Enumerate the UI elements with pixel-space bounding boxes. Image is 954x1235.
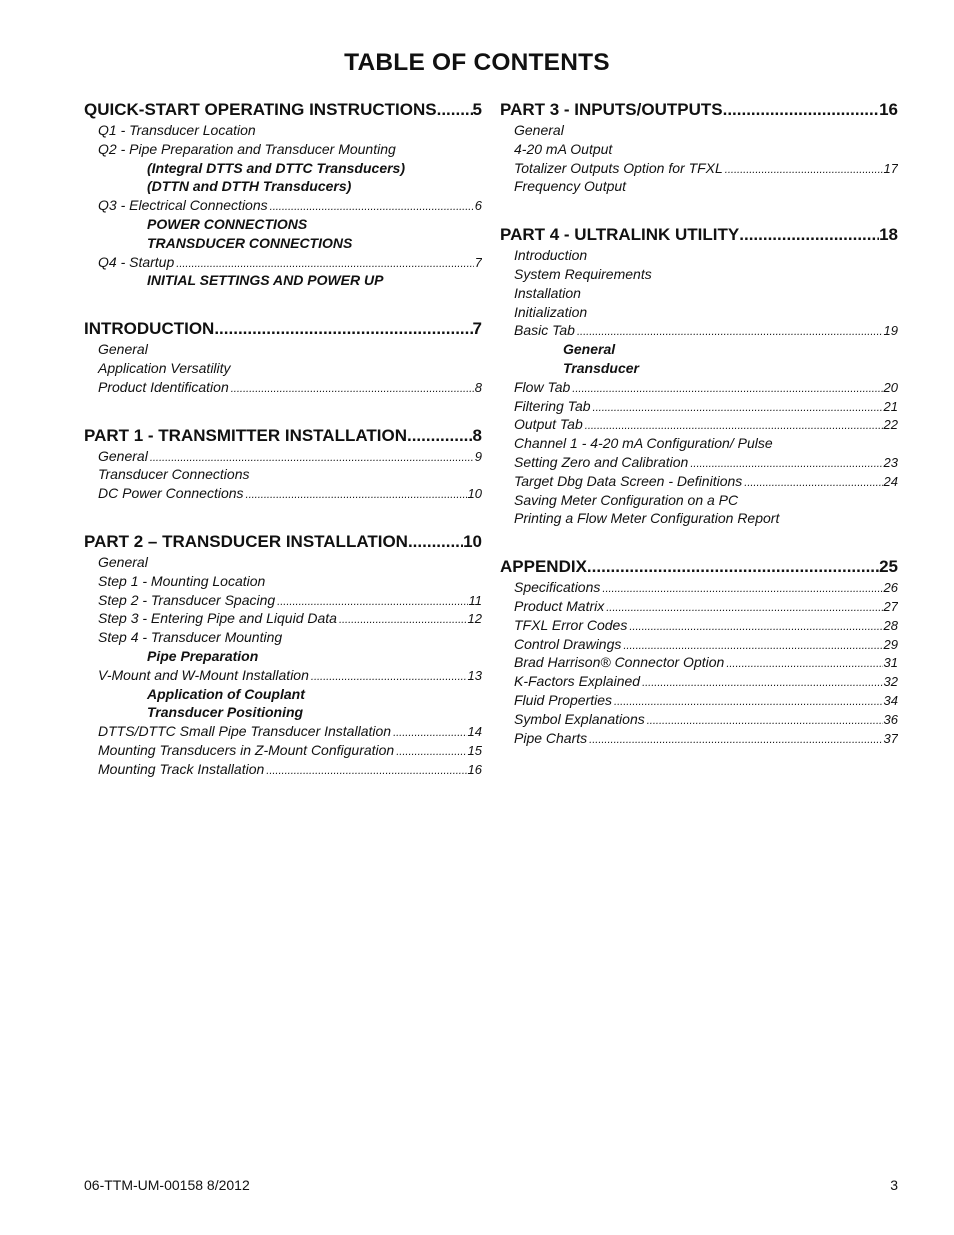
toc-section-part-3-inputs-outputs	[500, 98, 898, 196]
toc-entry[interactable]	[84, 378, 482, 397]
section-page-number: 10	[463, 531, 482, 551]
entry-title: Pipe Preparation	[147, 647, 259, 664]
toc-subentry[interactable]	[84, 234, 482, 253]
section-heading-title: QUICK-START OPERATING INSTRUCTIONS	[84, 100, 437, 119]
page-title: TABLE OF CONTENTS	[344, 49, 610, 76]
toc-section-part-2-transducer-installation	[84, 530, 482, 779]
toc-entry[interactable]	[84, 340, 482, 359]
section-page-number: 18	[879, 225, 898, 245]
toc-section-introduction	[84, 317, 482, 396]
toc-entry[interactable]	[84, 140, 482, 159]
entry-title: Application of Couplant	[147, 685, 305, 702]
entry-page-number: 14	[467, 724, 482, 740]
dot-leader	[570, 380, 882, 397]
entry-title: Step 2 - Transducer Spacing	[98, 591, 276, 608]
entry-title: TFXL Error Codes	[514, 616, 628, 633]
entry-page-number: 29	[883, 636, 898, 652]
entry-title: Totalizer Outputs Option for TFXL	[514, 159, 723, 176]
entry-title: General	[98, 341, 148, 358]
entry-page-number: 11	[468, 592, 482, 608]
toc-subentry[interactable]	[500, 359, 898, 378]
toc-entry[interactable]	[500, 397, 898, 416]
entry-title: Control Drawings	[514, 635, 622, 652]
entry-page-number: 23	[883, 454, 898, 470]
section-page-number: 5	[472, 100, 482, 119]
toc-section-appendix	[500, 555, 898, 747]
entry-title: (DTTN and DTTH Transducers)	[147, 178, 352, 195]
toc-entry[interactable]	[500, 578, 898, 597]
dot-leader	[627, 618, 882, 635]
entry-page-number: 17	[883, 160, 898, 176]
dot-leader	[407, 424, 473, 447]
dot-leader	[591, 399, 883, 416]
entry-title: Printing a Flow Meter Configuration Report	[514, 510, 780, 527]
toc-entry[interactable]	[500, 710, 898, 729]
entry-page-number: 21	[883, 398, 898, 414]
toc-entry[interactable]	[84, 121, 482, 140]
entry-title: Saving Meter Configuration on a PC	[514, 491, 739, 508]
dot-leader	[724, 655, 882, 672]
toc-entry[interactable]	[500, 472, 898, 491]
dot-leader	[640, 674, 882, 691]
dot-leader	[742, 474, 882, 491]
section-heading[interactable]	[500, 555, 898, 578]
entry-title: Fluid Properties	[514, 691, 613, 708]
dot-leader	[739, 223, 879, 246]
toc-subentry[interactable]	[84, 177, 482, 196]
entry-title: POWER CONNECTIONS	[147, 215, 308, 232]
dot-leader	[621, 637, 882, 654]
entry-title: Pipe Charts	[514, 729, 588, 746]
entry-page-number: 36	[883, 711, 898, 727]
entry-title: Step 3 - Entering Pipe and Liquid Data	[98, 610, 337, 627]
toc-left-column	[84, 98, 482, 779]
entry-page-number: 7	[474, 254, 482, 270]
toc-section-part-4-ultralink-utility	[500, 223, 898, 528]
section-page-number: 16	[879, 100, 898, 119]
entry-page-number: 6	[474, 198, 482, 214]
entry-title: Product Identification	[98, 378, 229, 395]
toc-entry[interactable]	[500, 415, 898, 434]
toc-entry[interactable]	[500, 729, 898, 748]
toc-entry[interactable]	[500, 159, 898, 178]
entry-page-number: 9	[474, 448, 482, 464]
entry-title: INITIAL SETTINGS AND POWER UP	[147, 272, 384, 289]
entry-page-number: 27	[883, 598, 898, 614]
toc-entry[interactable]	[500, 453, 898, 472]
entry-title: Output Tab	[514, 416, 583, 433]
page-number: 3	[890, 1177, 898, 1193]
toc-entry[interactable]	[84, 760, 482, 779]
document-id: 06-TTM-UM-00158 8/2012	[84, 1177, 250, 1193]
entry-title: Specifications	[514, 579, 601, 596]
entry-page-number: 13	[467, 667, 482, 683]
dot-leader	[214, 317, 472, 340]
toc-entry[interactable]	[500, 140, 898, 159]
entry-title: Q2 - Pipe Preparation and Transducer Mounting	[98, 140, 396, 157]
toc-section-part-1-transmitter-installation	[84, 424, 482, 503]
toc-subentry[interactable]	[84, 703, 482, 722]
section-heading-title: PART 4 - ULTRALINK UTILITY	[500, 225, 740, 245]
section-heading-title: APPENDIX	[500, 557, 587, 577]
dot-leader	[587, 731, 882, 748]
section-heading-title: PART 1 - TRANSMITTER INSTALLATION	[84, 425, 407, 445]
dot-leader	[723, 98, 879, 121]
toc-entry[interactable]	[84, 465, 482, 484]
entry-title: (Integral DTTS and DTTC Transducers)	[147, 159, 405, 176]
toc-entry[interactable]	[500, 434, 898, 453]
entry-page-number: 16	[467, 761, 482, 777]
dot-leader	[337, 611, 467, 628]
toc-entry[interactable]	[500, 378, 898, 397]
toc-entry[interactable]	[500, 491, 898, 510]
entry-title: General	[98, 553, 148, 570]
dot-leader	[723, 161, 883, 178]
toc-subentry[interactable]	[84, 271, 482, 290]
entry-title: Flow Tab	[514, 378, 571, 395]
toc-entry[interactable]	[84, 484, 482, 503]
entry-title: Basic Tab	[514, 322, 575, 339]
entry-title: General	[514, 122, 564, 138]
section-heading[interactable]	[500, 98, 898, 121]
entry-title: Product Matrix	[514, 597, 605, 614]
entry-page-number: 24	[883, 473, 898, 489]
toc-entry[interactable]	[500, 635, 898, 654]
toc-entry[interactable]	[84, 591, 482, 610]
entry-page-number: 12	[467, 611, 482, 627]
toc-entry[interactable]	[500, 691, 898, 710]
section-heading[interactable]	[84, 98, 482, 121]
section-page-number: 7	[472, 319, 482, 339]
entry-title: System Requirements	[514, 265, 652, 282]
entry-page-number: 34	[883, 692, 898, 708]
toc-entry[interactable]	[500, 321, 898, 340]
dot-leader	[174, 255, 474, 272]
page-footer	[84, 1177, 898, 1193]
dot-leader	[645, 712, 883, 729]
toc-entry[interactable]	[500, 597, 898, 616]
entry-title: Step 1 - Mounting Location	[98, 572, 266, 589]
toc-entry[interactable]	[500, 509, 898, 528]
entry-page-number: 37	[883, 730, 898, 746]
dot-leader	[600, 580, 882, 597]
toc-subentry[interactable]	[84, 647, 482, 666]
dot-leader	[612, 693, 882, 710]
entry-title: Step 4 - Transducer Mounting	[98, 629, 283, 646]
dot-leader	[391, 724, 466, 741]
entry-title: Transducer Positioning	[147, 704, 304, 721]
section-heading[interactable]	[84, 530, 482, 553]
dot-leader	[583, 417, 883, 434]
toc-entry[interactable]	[84, 572, 482, 591]
dot-leader	[264, 762, 466, 779]
entry-page-number: 22	[883, 417, 898, 433]
entry-title: Q3 - Electrical Connections	[98, 197, 268, 214]
dot-leader	[408, 530, 463, 553]
toc-entry[interactable]	[500, 246, 898, 265]
entry-page-number: 26	[883, 580, 898, 596]
entry-title: K-Factors Explained	[514, 673, 641, 690]
dot-leader	[394, 743, 466, 760]
section-heading[interactable]	[500, 223, 898, 246]
toc-subentry[interactable]	[84, 159, 482, 178]
dot-leader	[604, 599, 882, 616]
entry-title: 4-20 mA Output	[514, 140, 613, 157]
entry-title: TRANSDUCER CONNECTIONS	[147, 234, 353, 251]
toc-entry[interactable]	[84, 359, 482, 378]
toc-entry[interactable]	[500, 265, 898, 284]
toc-entry[interactable]	[500, 303, 898, 322]
entry-title: Filtering Tab	[514, 397, 591, 414]
entry-page-number: 8	[474, 379, 482, 395]
entry-title: Transducer	[563, 359, 639, 376]
toc-subentry[interactable]	[84, 685, 482, 704]
toc-entry[interactable]	[500, 284, 898, 303]
dot-leader	[268, 198, 474, 215]
entry-title: Target Dbg Data Screen - Definitions	[514, 472, 743, 489]
section-heading[interactable]	[84, 317, 482, 340]
entry-title: Mounting Track Installation	[98, 760, 265, 777]
entry-title: Application Versatility	[98, 359, 231, 376]
dot-leader	[229, 380, 474, 397]
toc-entry[interactable]	[84, 553, 482, 572]
dot-leader	[275, 593, 467, 610]
toc-entry[interactable]	[84, 609, 482, 628]
toc-subentry[interactable]	[500, 340, 898, 359]
entry-page-number: 19	[883, 323, 898, 339]
toc-entry[interactable]	[84, 741, 482, 760]
entry-title: Installation	[514, 284, 581, 301]
dot-leader	[575, 323, 883, 340]
entry-title: General	[98, 447, 148, 464]
entry-title: Transducer Connections	[98, 466, 250, 483]
toc-entry[interactable]	[500, 653, 898, 672]
entry-title: Frequency Output	[514, 178, 627, 195]
dot-leader	[587, 555, 879, 578]
toc-right-column	[500, 98, 898, 747]
section-heading[interactable]	[84, 424, 482, 447]
dot-leader	[148, 449, 474, 466]
toc-entry[interactable]	[84, 666, 482, 685]
toc-entry[interactable]	[84, 447, 482, 466]
section-heading-title: PART 3 - INPUTS/OUTPUTS	[500, 100, 723, 119]
section-heading-title: INTRODUCTION	[84, 319, 215, 339]
toc-entry[interactable]	[84, 196, 482, 215]
entry-title: DTTS/DTTC Small Pipe Transducer Installation	[98, 723, 392, 740]
entry-title: Mounting Transducers in Z-Mount Configuration	[98, 741, 395, 758]
entry-title: Brad Harrison® Connector Option	[514, 654, 725, 671]
section-page-number: 25	[879, 557, 898, 577]
toc-entry[interactable]	[84, 628, 482, 647]
dot-leader	[688, 455, 882, 472]
dot-leader	[437, 98, 473, 121]
toc-entry[interactable]	[500, 672, 898, 691]
entry-title: Introduction	[514, 247, 588, 264]
entry-page-number: 31	[883, 655, 898, 671]
dot-leader	[244, 486, 467, 503]
dot-leader	[309, 668, 467, 685]
toc-entry[interactable]	[500, 121, 898, 140]
toc-entry[interactable]	[84, 722, 482, 741]
toc-entry[interactable]	[500, 616, 898, 635]
toc-subentry[interactable]	[84, 215, 482, 234]
toc-entry[interactable]	[84, 253, 482, 272]
entry-title: Symbol Explanations	[514, 710, 645, 727]
entry-title: Channel 1 - 4-20 mA Configuration/ Pulse	[514, 435, 773, 452]
entry-title: V-Mount and W-Mount Installation	[98, 666, 309, 683]
entry-page-number: 15	[467, 742, 482, 758]
entry-page-number: 28	[883, 617, 898, 633]
toc-section-quick-start-operating-instructions	[84, 98, 482, 290]
entry-page-number: 20	[883, 379, 898, 395]
entry-page-number: 10	[467, 486, 482, 502]
entry-title: DC Power Connections	[98, 485, 244, 502]
entry-title: General	[563, 341, 616, 358]
entry-title: Q1 - Transducer Location	[98, 122, 256, 138]
section-page-number: 8	[472, 425, 482, 445]
section-heading-title: PART 2 – TRANSDUCER INSTALLATION	[84, 531, 408, 551]
entry-title: Initialization	[514, 303, 588, 320]
entry-title: Setting Zero and Calibration	[514, 453, 689, 470]
entry-page-number: 32	[883, 674, 898, 690]
toc-entry[interactable]	[500, 177, 898, 196]
entry-title: Q4 - Startup	[98, 253, 175, 270]
